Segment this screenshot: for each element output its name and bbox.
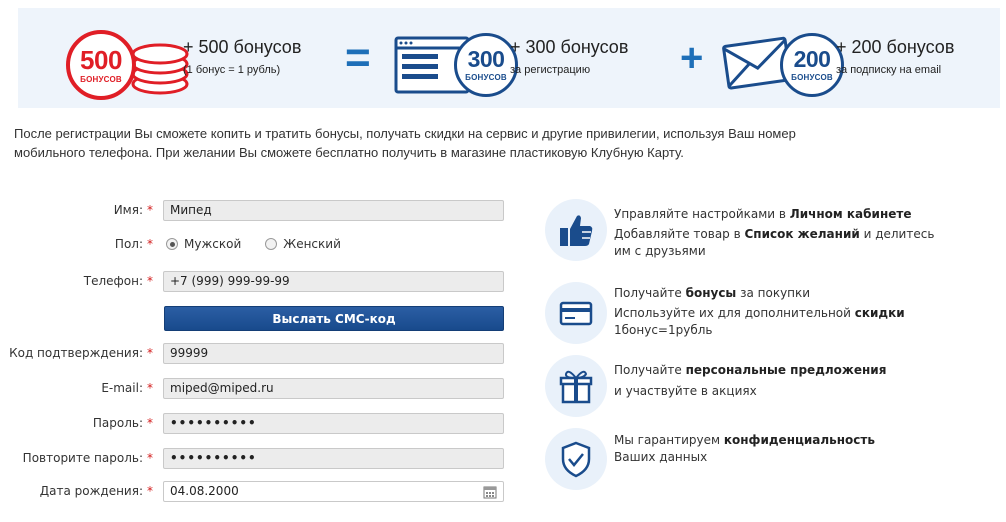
required-mark: * (147, 416, 153, 430)
bonus-500-title: + 500 бонусов (183, 37, 302, 57)
gender-male-label[interactable]: Мужской (184, 237, 242, 251)
bonus-500-badge (66, 30, 136, 100)
name-input[interactable]: Мипед (163, 200, 504, 221)
plus-sign: + (680, 36, 704, 80)
password-input[interactable]: •••••••••• (163, 413, 504, 434)
benefit-line: Используйте их для дополнительной скидки (614, 306, 905, 320)
bonus-300-subtitle: за регистрацию (510, 64, 591, 76)
required-mark: * (147, 484, 153, 498)
bonus-300-badge (454, 33, 518, 97)
required-mark: * (147, 381, 153, 395)
bonus-200-badge (780, 33, 844, 97)
password-repeat-label: Повторите пароль: (22, 451, 143, 465)
email-label: E-mail: (101, 381, 143, 395)
benefit-privacy-text (614, 432, 875, 466)
badge-word: БОНУСОВ (465, 73, 507, 82)
benefit-line: Получайте бонусы за покупки (614, 286, 811, 300)
phone-label: Телефон: (83, 274, 143, 288)
badge-number: 300 (467, 46, 505, 72)
benefit-line: им с друзьями (614, 244, 706, 258)
badge-word: БОНУСОВ (80, 74, 122, 84)
gender-label: Пол: (114, 237, 143, 251)
required-mark: * (147, 346, 153, 360)
gender-male-radio[interactable] (166, 238, 178, 250)
benefit-offers-text (614, 362, 886, 400)
phone-input[interactable]: +7 (999) 999-99-99 (163, 271, 504, 292)
benefit-line: Мы гарантируем конфиденциальность (614, 433, 875, 447)
equals-sign: = (345, 33, 371, 82)
bonus-500-subtitle: (1 бонус = 1 рубль) (183, 64, 281, 76)
email-input[interactable]: miped@miped.ru (163, 378, 504, 399)
confirmation-code-input[interactable]: 99999 (163, 343, 504, 364)
bonus-banner (18, 8, 1000, 108)
benefit-line: Добавляйте товар в Список желаний и делитесь (614, 227, 935, 241)
password-repeat-input[interactable]: •••••••••• (163, 448, 504, 469)
benefit-account-text (614, 206, 934, 260)
gender-female-label[interactable]: Женский (283, 237, 341, 251)
required-mark: * (147, 451, 153, 465)
required-mark: * (147, 203, 153, 217)
bonus-200-title: + 200 бонусов (836, 37, 955, 57)
gift-icon (545, 355, 607, 417)
benefit-line: Управляйте настройками в Личном кабинете (614, 207, 912, 221)
intro-text (14, 124, 994, 162)
thumbs-up-icon (545, 199, 607, 261)
benefit-line: Ваших данных (614, 450, 708, 464)
bonus-200-subtitle: за подписку на email (836, 64, 942, 76)
badge-number: 500 (80, 44, 122, 75)
birthdate-input[interactable] (163, 481, 504, 502)
gender-radio-group (166, 237, 359, 251)
badge-number: 200 (793, 46, 831, 72)
shield-check-icon (545, 428, 607, 490)
calendar-icon[interactable] (483, 485, 497, 499)
benefit-line: Получайте персональные предложения (614, 363, 887, 377)
badge-word: БОНУСОВ (791, 73, 833, 82)
password-label: Пароль: (92, 416, 143, 430)
gender-female-radio[interactable] (265, 238, 277, 250)
name-label: Имя: (113, 203, 143, 217)
benefit-line: 1бонус=1рубль (614, 323, 713, 337)
send-sms-code-button[interactable]: Выслать СМС-код (164, 306, 504, 331)
required-mark: * (147, 237, 153, 251)
benefit-line: и участвуйте в акциях (614, 384, 757, 398)
birthdate-value: 04.08.2000 (170, 484, 239, 498)
credit-card-icon (545, 282, 607, 344)
intro-line: После регистрации Вы сможете копить и тратить бонусы, получать скидки на сервис и другие привилегии, используя Ваш номер (14, 126, 796, 141)
intro-line: мобильного телефона. При желании Вы сможете бесплатно получить в магазине пластиковую Клубную Карту. (14, 145, 684, 160)
bonus-300-title: + 300 бонусов (510, 37, 629, 57)
birthdate-label: Дата рождения: (39, 484, 143, 498)
required-mark: * (147, 274, 153, 288)
benefit-bonus-text (614, 285, 905, 339)
code-label: Код подтверждения: (9, 346, 143, 360)
